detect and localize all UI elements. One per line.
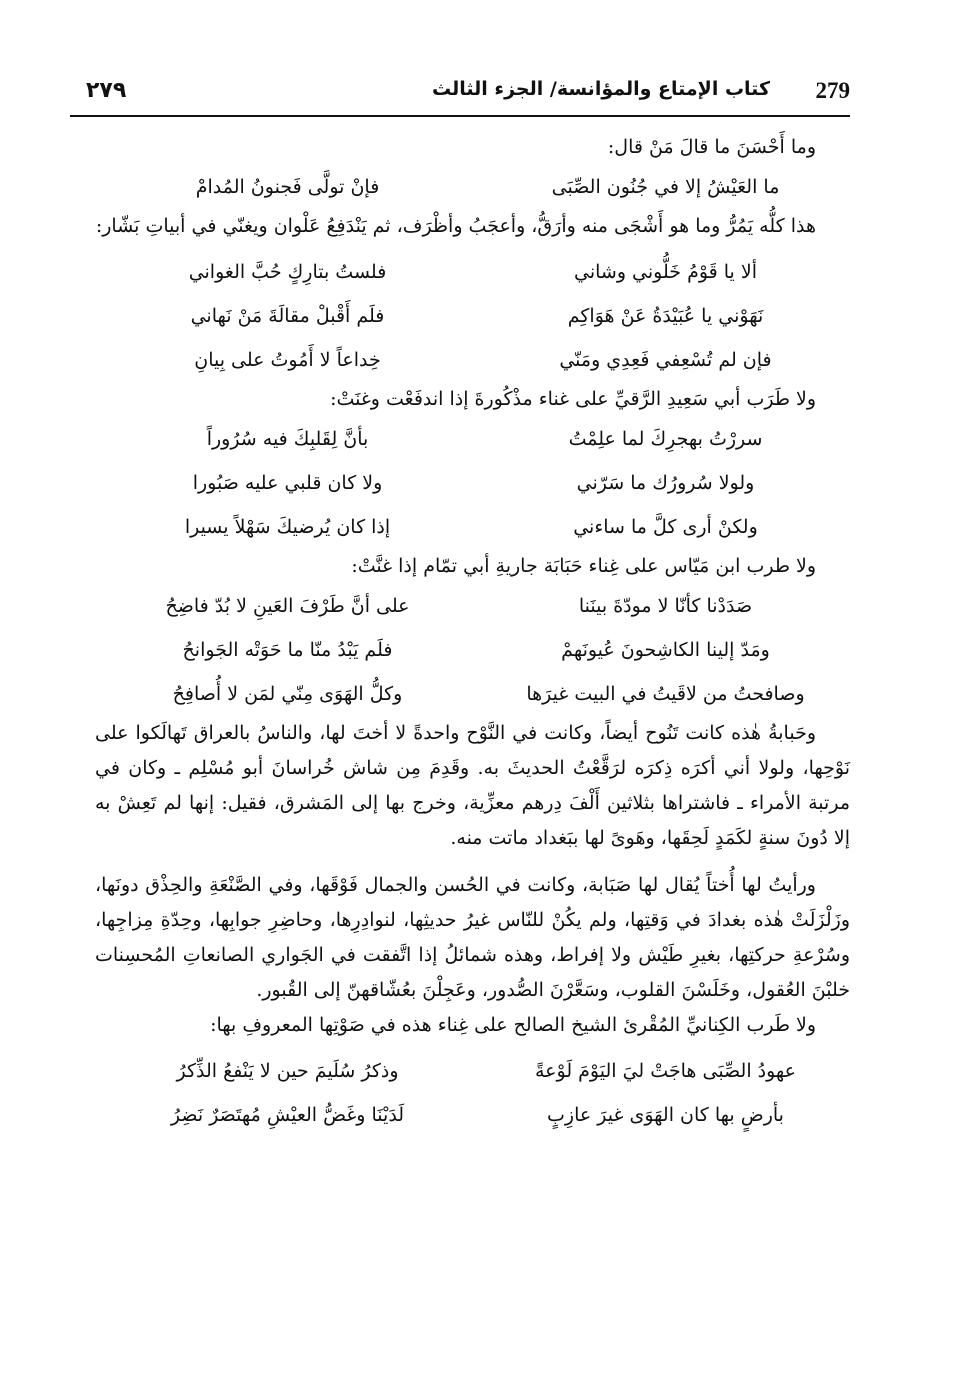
verse-first-hemistich: ولولا سُرورُك ما سَرّني (576, 472, 755, 494)
verse-second-hemistich: وكلُّ الهَوَى مِنّي لمَن لا أُصافِحُ (172, 683, 403, 705)
verse-second-hemistich: فلَم أَقْبلْ مقالَةَ مَنْ نَهاني (190, 305, 385, 327)
verse-first-hemistich: وصافحتُ من لاقَيتُ في البيت غيرَها (526, 683, 805, 705)
paragraph: هذا كلُّه يَمُرُّ وما هو أَشْجَى منه وأرَقُّ، وأعجَبُ وأظْرَف، ثم يَنْدَفِعُ عَلْوان ويغنّي في أبياتِ بَشّار: (95, 215, 816, 237)
verse-line (115, 250, 838, 294)
verse-line (115, 338, 838, 382)
verse-second-hemistich: ولا كان قلبي عليه صَبُورا (192, 472, 383, 494)
verse-line (115, 628, 838, 672)
paragraph-intro: وما أَحْسَنَ ما قالَ مَنْ قال: (607, 136, 816, 158)
verse-first-hemistich: صَدَدْنا كأنّا لا مودّةَ بينَنا (578, 595, 753, 617)
paragraph: ولا طَرب الكِنانيِّ المُقْرئ الشيخ الصالح على غِناء هذه في صَوْتِها المعروفِ بها: (210, 1014, 816, 1036)
running-title: كتاب الإمتاع والمؤانسة/ الجزء الثالث (432, 78, 770, 100)
verse-second-hemistich: إذا كان يُرضيكَ سَهْلاً يسيرا (184, 516, 391, 538)
verse-first-hemistich: ما العَيْشُ إلا في جُنُون الصِّبَى (551, 176, 780, 198)
page-number-arabic: ٢٧٩ (86, 78, 127, 103)
verse-first-hemistich: ومَدّ إلينا الكاشِحونَ عُيونَهمْ (561, 639, 770, 661)
verse-second-hemistich: خِداعاً لا أَمُوتُ على بِيانِ (194, 349, 381, 371)
paragraph: ولا طَرَب أبي سَعِيدِ الرَّقيِّ على غناء مذْكُورةَ إذا اندفَعْت وغنَتْ: (330, 388, 816, 410)
paragraph-sababa: ورأيتُ لها أُختاً يُقال لها صَبَابة، وكانت في الحُسن والجمال فَوْقَها، وفي الصَّنْعَةِ والحِذْق دونَها، وزَلْزَلَتْ هٰذه بغدادَ في وَقتِها، ولم يكُنْ للنّاس غيرُ حديثِها، لنوادِرِها، وحاضِرِ جوابِها، وحِدّةِ مِزاجِها، وسُرْعةِ حركتِها، بغيرِ طَيْش ولا إفراط، وهذه شمائلُ إذا اتَّفقت في الجَواري الصانعاتِ المُحسِنات خلبْنَ العُقول، وخَلَسْنَ القلوب، وسَعَّرْنَ الصُّدور، وعَجِلْنَ بعُشّاقهنّ إلى القُبور. (95, 874, 850, 1001)
paragraph-habbaba: وحَبابةُ هٰذه كانت تَنُوح أيضاً، وكانت في النَّوْح واحدةً لا أختَ لها، والناسُ بالعراق تَهالَكوا على نَوْحِها، ولولا أني أكرَه ذِكرَه لرَقَّعْتُ الحديثَ به. وقَدِمَ مِن شاش خُراسانَ أبو مُسْلِم ـ وكان في مرتبة الأمراء ـ فاشتراها بثلاثين أَلْفَ دِرهم معزِّية، وخرج بها إلى المَشرق، فقيل: إنها لم تَعِشْ به إلا دُونَ سنةٍ لكَمَدٍ لَحِقَها، وهَوىً لها ببَغداد ماتت منه. (95, 722, 850, 849)
verse-second-hemistich: فلَم يَبْدُ منّا ما حَوَتْه الجَوانحُ (182, 639, 393, 661)
verse-first-hemistich: سررْتُ بهجرِكَ لما علِمْتُ (568, 428, 763, 450)
verse-second-hemistich: وذكرُ سُلَيمَ حين لا يَنْفعُ الذِّكرُ (176, 1060, 399, 1082)
verse-line (115, 165, 838, 209)
verse-second-hemistich: بأنَّ لِقَلبِكَ فيه سُرُوراً (206, 428, 369, 450)
verse-first-hemistich: عهودُ الصِّبَى هاجَتْ ليَ اليَوْمَ لَوْعةً (534, 1060, 797, 1082)
header-rule (70, 115, 850, 117)
verse-line (115, 1049, 838, 1093)
paragraph: ولا طرب ابن مَيّاس على غِناء حَبَابَة جاريةِ أبي تمّام إذا غنَّتْ: (351, 555, 816, 577)
verse-line (115, 584, 838, 628)
verse-first-hemistich: نَهَوْني يا عُبَيْدَةُ عَنْ هَوَاكِم (567, 305, 764, 327)
verse-line (115, 1093, 838, 1137)
verse-line (115, 294, 838, 338)
page-header (70, 78, 850, 114)
verse-line (115, 672, 838, 716)
verse-first-hemistich: بأرضٍ بها كان الهَوَى غيرَ عازِبٍ (547, 1104, 784, 1126)
verse-second-hemistich: لَدَيْنَا وغَضُّ العيْشِ مُهتَصَرٌ نَضِرُ (170, 1104, 405, 1126)
verse-second-hemistich: فإنْ تولَّى فَجنونُ المُدامْ (195, 176, 380, 198)
verse-first-hemistich: ألا يا قَوْمُ خَلُّوني وشاني (574, 261, 757, 283)
verse-first-hemistich: فإن لم تُسْعِفي فَعِدِي ومَنّي (559, 349, 772, 371)
verse-line (115, 461, 838, 505)
page-number-latin: 279 (815, 78, 850, 103)
verse-line (115, 505, 838, 549)
page-body (95, 130, 850, 1137)
verse-first-hemistich: ولكنْ أرى كلَّ ما ساءني (573, 516, 758, 538)
verse-second-hemistich: على أنَّ طَرْفَ العَينِ لا بُدّ فاضِحُ (165, 595, 410, 617)
verse-line (115, 417, 838, 461)
verse-second-hemistich: فلستُ بتارِكٍ حُبَّ الغواني (188, 261, 387, 283)
